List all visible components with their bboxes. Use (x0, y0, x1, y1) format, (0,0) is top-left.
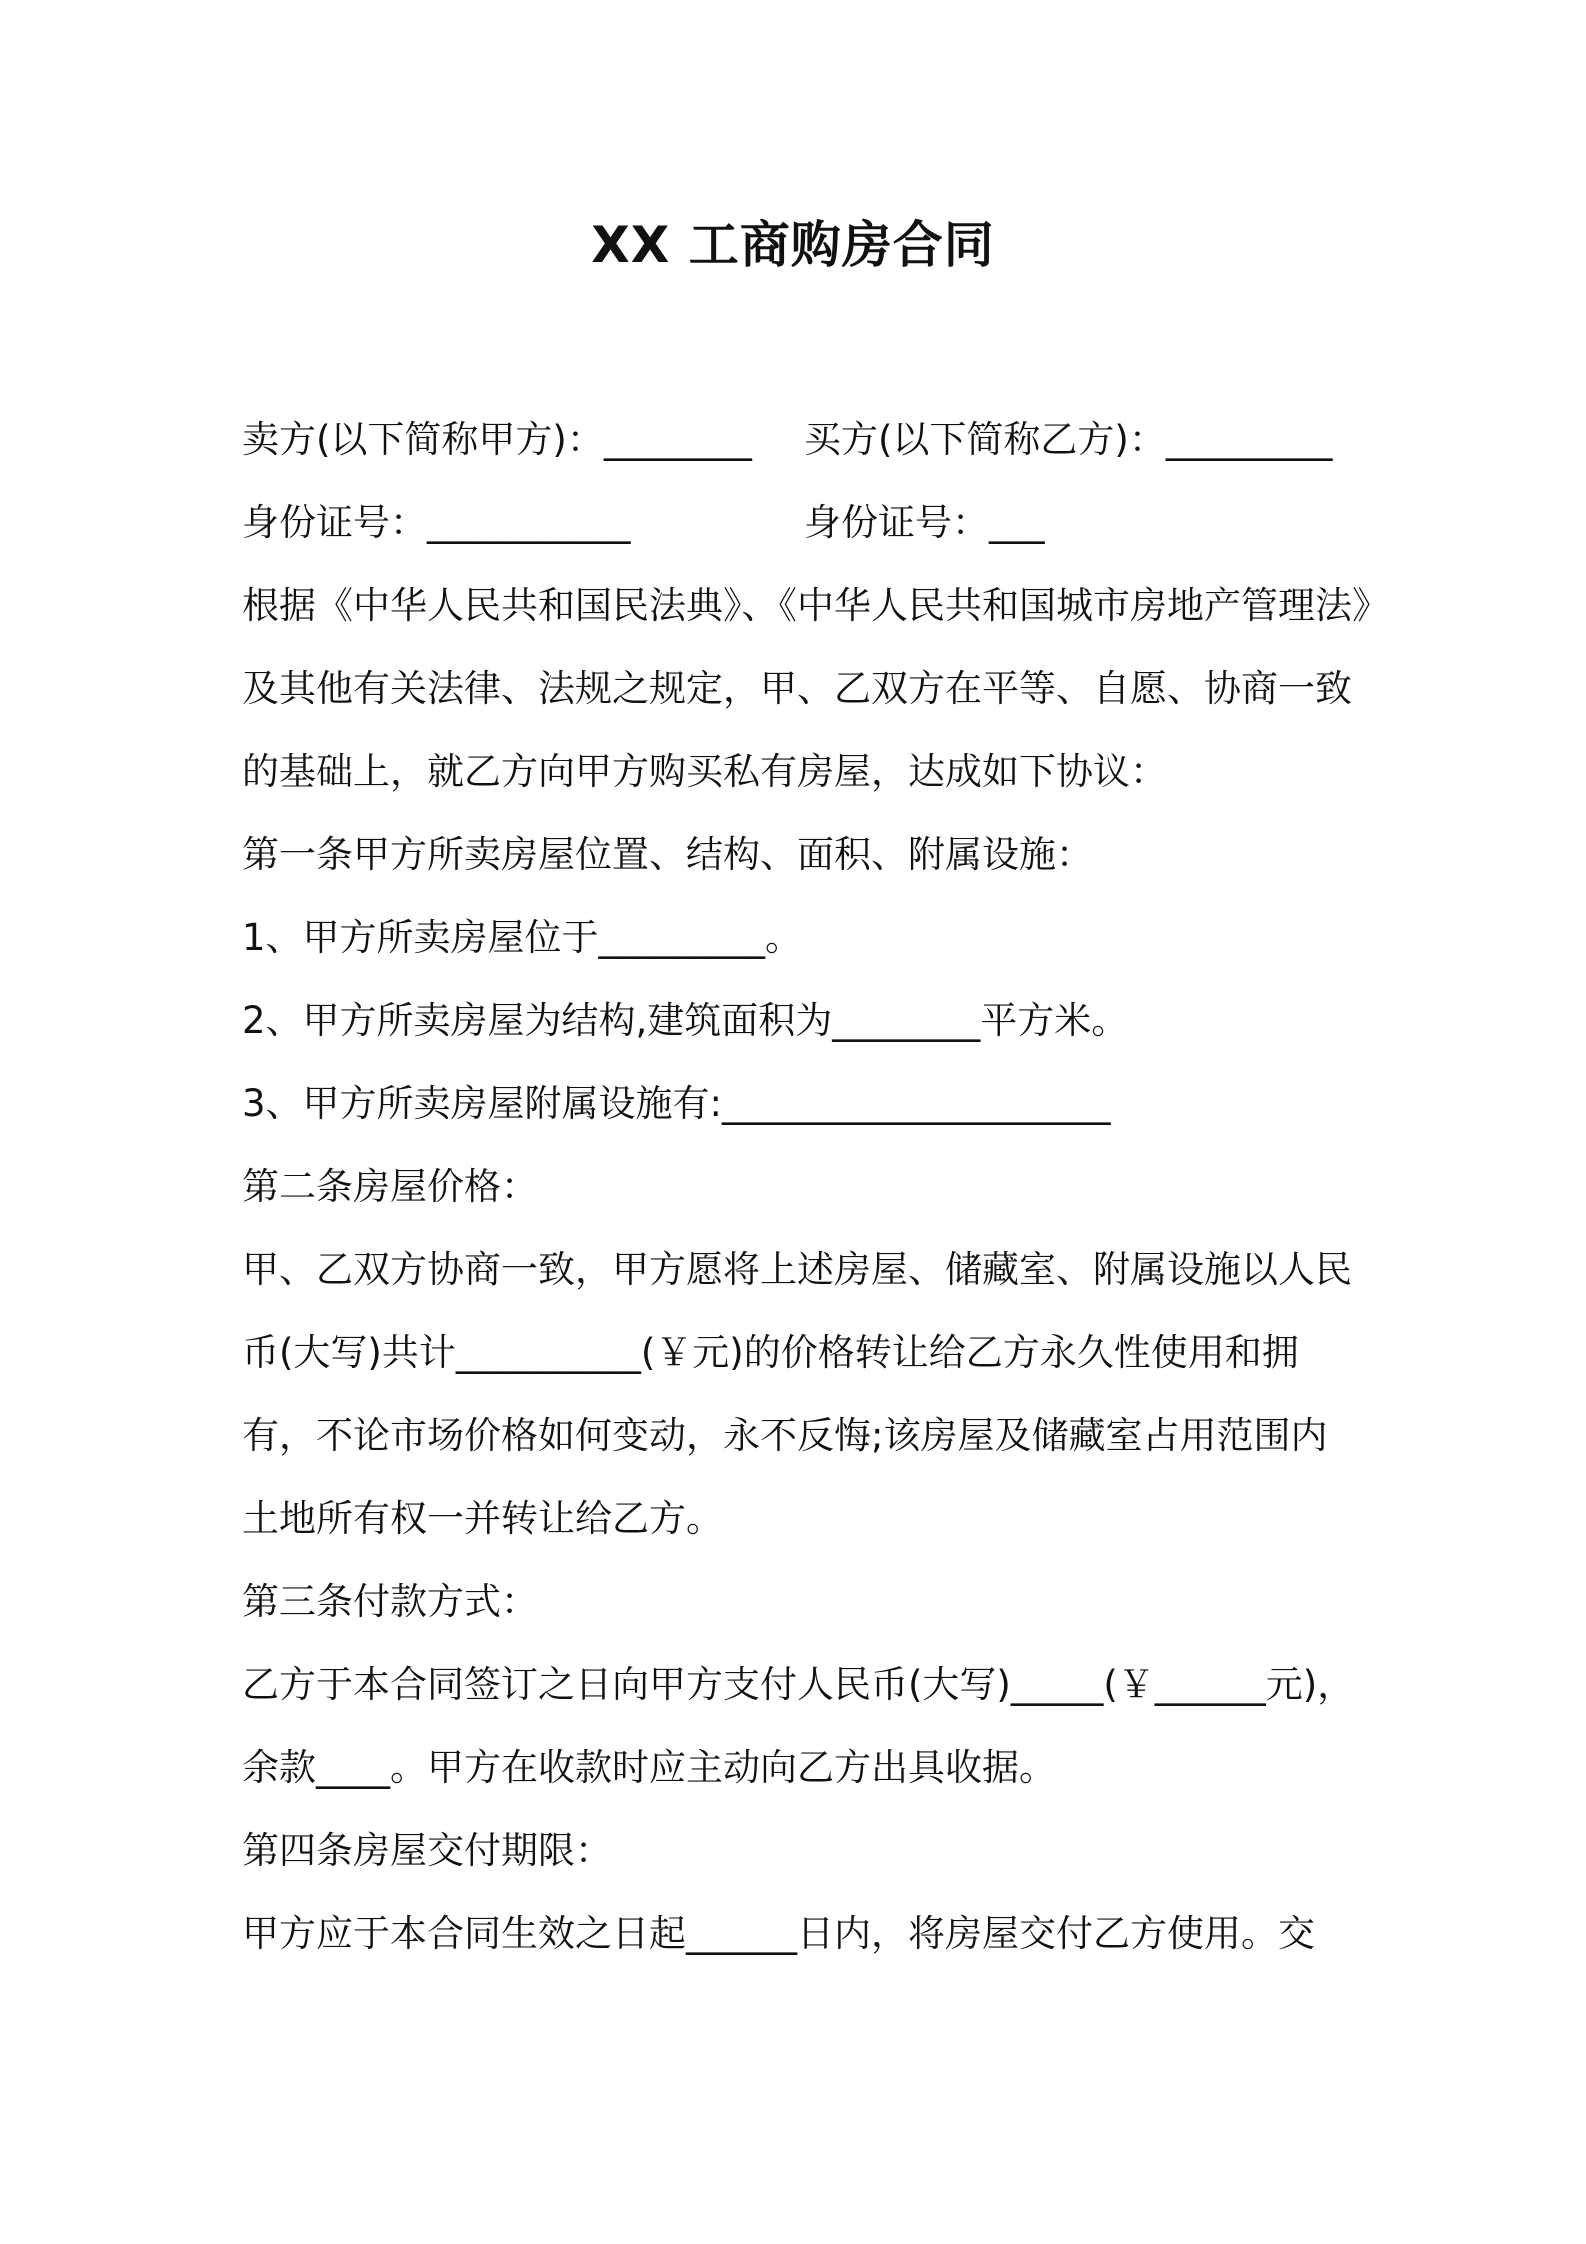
article-2-line: 甲、乙双方协商一致，甲方愿将上述房屋、储藏室、附属设施以人民 (242, 1248, 1352, 1291)
page-title: XX 工商购房合同 (591, 216, 995, 274)
article-2-line: 有，不论市场价格如何变动，永不反悔;该房屋及储藏室占用范围内 (242, 1414, 1328, 1457)
id-row (242, 497, 1362, 549)
intro-line: 根据《中华人民共和国民法典》、《中华人民共和国城市房地产管理法》 (242, 584, 1389, 627)
intro-line: 的基础上，就乙方向甲方购买私有房屋，达成如下协议： (242, 750, 1167, 793)
seller-label: 卖方(以下简称甲方)：________ (242, 418, 752, 461)
article-2-line: 币(大写)共计__________(￥元)的价格转让给乙方永久性使用和拥 (242, 1331, 1299, 1374)
article-1-item: 1、甲方所卖房屋位于_________。 (242, 916, 803, 959)
article-1-heading: 第一条甲方所卖房屋位置、结构、面积、附属设施： (242, 833, 1093, 876)
article-3-line: 乙方于本合同签订之日向甲方支付人民币(大写)_____(￥______元)， (242, 1663, 1355, 1706)
article-3-heading: 第三条付款方式： (242, 1580, 538, 1623)
article-4-line: 甲方应于本合同生效之日起______日内，将房屋交付乙方使用。交 (242, 1912, 1315, 1955)
article-3-line: 余款____。甲方在收款时应主动向乙方出具收据。 (242, 1746, 1056, 1789)
buyer-id: 身份证号：___ (804, 501, 1045, 544)
seller-id: 身份证号：___________ (242, 501, 631, 544)
party-row (242, 414, 1362, 466)
article-1-item: 3、甲方所卖房屋附属设施有:_____________________ (242, 1082, 1111, 1125)
intro-line: 及其他有关法律、法规之规定，甲、乙双方在平等、自愿、协商一致 (242, 667, 1352, 710)
article-2-line: 土地所有权一并转让给乙方。 (242, 1497, 723, 1540)
article-2-heading: 第二条房屋价格： (242, 1165, 538, 1208)
article-4-heading: 第四条房屋交付期限： (242, 1829, 612, 1872)
buyer-label: 买方(以下简称乙方)：_________ (804, 418, 1333, 461)
article-1-item: 2、甲方所卖房屋为结构,建筑面积为________平方米。 (242, 999, 1129, 1042)
